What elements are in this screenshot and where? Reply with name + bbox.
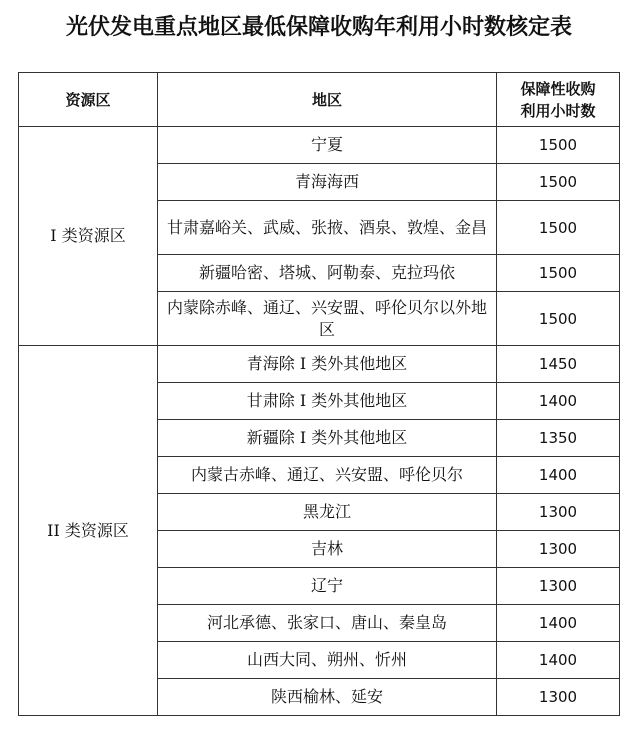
- resource-column-header: 资源区: [19, 73, 158, 127]
- table-row: [19, 127, 620, 164]
- region-cell: 陕西榆林、延安: [158, 679, 497, 716]
- table-row: [19, 346, 620, 383]
- region-cell: 辽宁: [158, 568, 497, 605]
- hours-cell: 1300: [497, 494, 620, 531]
- hours-cell: 1400: [497, 457, 620, 494]
- utilization-hours-table: [18, 72, 620, 716]
- hours-cell: 1500: [497, 201, 620, 255]
- region-cell: 青海海西: [158, 164, 497, 201]
- hours-cell: 1500: [497, 292, 620, 346]
- region-cell: 宁夏: [158, 127, 497, 164]
- hours-cell: 1300: [497, 531, 620, 568]
- hours-cell: 1500: [497, 164, 620, 201]
- region-cell: 内蒙除赤峰、通辽、兴安盟、呼伦贝尔以外地区: [158, 292, 497, 346]
- region-cell: 青海除 I 类外其他地区: [158, 346, 497, 383]
- hours-cell: 1400: [497, 605, 620, 642]
- region-column-header: 地区: [158, 73, 497, 127]
- region-cell: 新疆除 I 类外其他地区: [158, 420, 497, 457]
- region-cell: 河北承德、张家口、唐山、秦皇岛: [158, 605, 497, 642]
- hours-column-header: [497, 73, 620, 127]
- resource-zone-cell: I 类资源区: [19, 127, 158, 346]
- resource-zone-cell: II 类资源区: [19, 346, 158, 716]
- hours-cell: 1500: [497, 255, 620, 292]
- hours-cell: 1300: [497, 568, 620, 605]
- table-header-row: [19, 73, 620, 127]
- hours-header-line1: 保障性收购: [520, 79, 596, 98]
- region-cell: 甘肃嘉峪关、武威、张掖、酒泉、敦煌、金昌: [158, 201, 497, 255]
- hours-cell: 1450: [497, 346, 620, 383]
- region-cell: 新疆哈密、塔城、阿勒泰、克拉玛依: [158, 255, 497, 292]
- region-cell: 吉林: [158, 531, 497, 568]
- region-cell: 内蒙古赤峰、通辽、兴安盟、呼伦贝尔: [158, 457, 497, 494]
- hours-cell: 1350: [497, 420, 620, 457]
- page-title: 光伏发电重点地区最低保障收购年利用小时数核定表: [65, 15, 572, 40]
- region-cell: 山西大同、朔州、忻州: [158, 642, 497, 679]
- region-cell: 黑龙江: [158, 494, 497, 531]
- hours-cell: 1400: [497, 383, 620, 420]
- region-cell: 甘肃除 I 类外其他地区: [158, 383, 497, 420]
- hours-cell: 1500: [497, 127, 620, 164]
- hours-cell: 1300: [497, 679, 620, 716]
- hours-header-line2: 利用小时数: [520, 101, 596, 120]
- hours-cell: 1400: [497, 642, 620, 679]
